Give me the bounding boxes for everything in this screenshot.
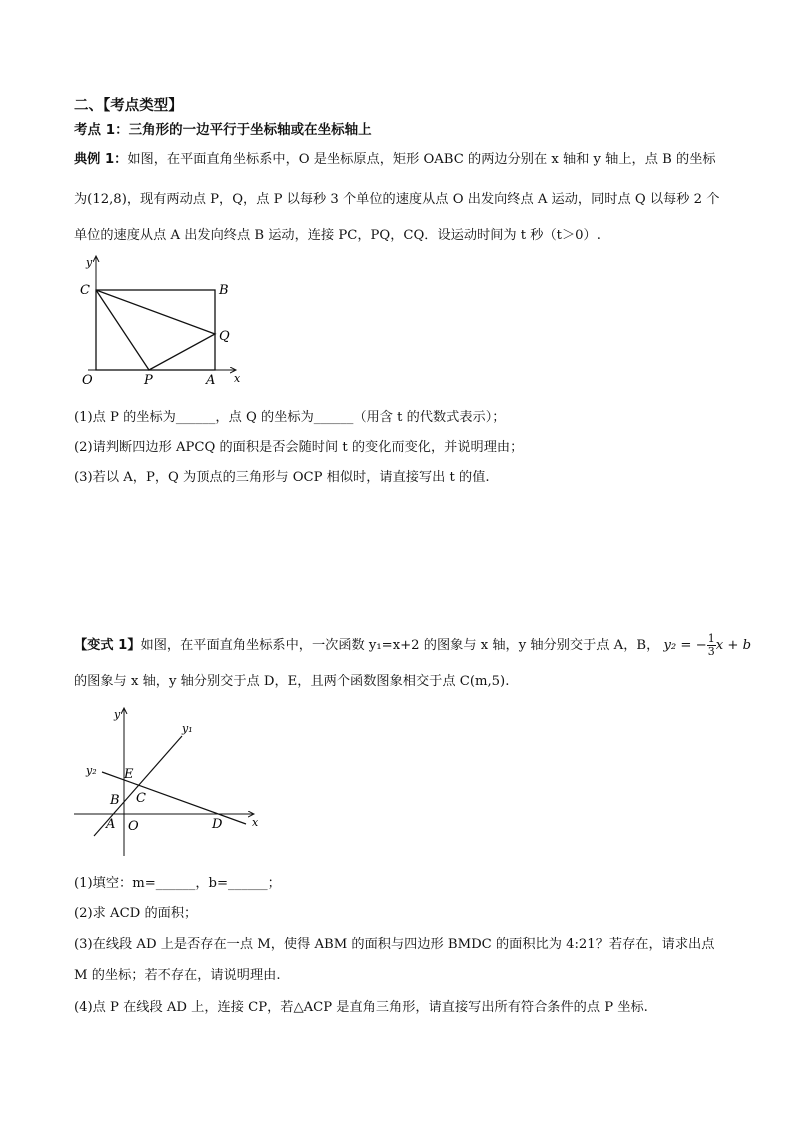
label-d: D	[212, 817, 223, 832]
variant1-q4: (4)点 P 在线段 AD 上，连接 CP，若△ACP 是直角三角形，请直接写出所有符合条件的点 P 坐标.	[74, 1000, 648, 1015]
example1-line1: 典例 1：如图，在平面直角坐标系中，O 是坐标原点，矩形 OABC 的两边分别在 x 轴和 y 轴上，点 B 的坐标	[74, 152, 716, 167]
example1-line2: 为(12,8)，现有两动点 P，Q，点 P 以每秒 3 个单位的速度从点 O 出发向终点 A 运动，同时点 Q 以每秒 2 个	[74, 192, 720, 207]
label-c: C	[136, 791, 146, 806]
label-x: x	[234, 372, 241, 385]
fraction-one-third: $\frac{1}{3}$	[707, 632, 715, 658]
variant1-q3a: (3)在线段 AD 上是否存在一点 M，使得 ABM 的面积与四边形 BMDC 的面积比为 4:21？若存在，请求出点	[74, 937, 715, 952]
label-p: P	[144, 373, 153, 388]
variant1-figure	[74, 700, 274, 860]
variant1-line1: 【变式 1】如图，在平面直角坐标系中，一次函数 y₁=x+2 的图象与 x 轴，y 轴分别交于点 A，B， y₂ = − $\frac{1}{3}$ x + b	[74, 632, 752, 658]
example1-q3: (3)若以 A，P，Q 为顶点的三角形与 OCP 相似时，请直接写出 t 的值.	[74, 470, 490, 485]
example1-figure	[74, 252, 254, 392]
variant1-label: 【变式 1】	[74, 638, 141, 653]
label-b: B	[110, 793, 120, 808]
example1-q1: (1)点 P 的坐标为______，点 Q 的坐标为______（用含 t 的代数式表示）；	[74, 410, 506, 425]
section-title: 二、【考点类型】	[74, 98, 183, 114]
example1-label: 典例 1：	[74, 152, 128, 167]
label-q: Q	[219, 329, 230, 344]
triangle-cpq	[96, 290, 215, 370]
label-a: A	[206, 373, 216, 388]
label-o: O	[128, 819, 139, 834]
label-y1: y₁	[182, 722, 193, 735]
variant1-q3b: M 的坐标；若不存在，请说明理由.	[74, 968, 281, 983]
label-c: C	[80, 283, 90, 298]
label-b: B	[219, 283, 229, 298]
example1-q2: (2)请判断四边形 APCQ 的面积是否会随时间 t 的变化而变化，并说明理由；	[74, 440, 524, 455]
variant1-q2: (2)求 ACD 的面积；	[74, 906, 198, 921]
label-a: A	[106, 817, 116, 832]
label-x: x	[252, 816, 259, 829]
label-y: y	[114, 708, 121, 721]
rectangle-oabc	[96, 290, 215, 370]
label-e: E	[124, 767, 134, 782]
label-y2: y₂	[86, 764, 97, 777]
variant1-line2: 的图象与 x 轴，y 轴分别交于点 D，E，且两个函数图象相交于点 C(m,5).	[74, 674, 510, 689]
kaodian-title: 考点 1：三角形的一边平行于坐标轴或在坐标轴上	[74, 122, 372, 138]
label-y: y	[86, 256, 93, 269]
example1-line3: 单位的速度从点 A 出发向终点 B 运动，连接 PC，PQ，CQ．设运动时间为 t 秒（t＞0）.	[74, 228, 601, 243]
label-o: O	[82, 373, 93, 388]
variant1-q1: (1)填空：m=______，b=______；	[74, 876, 281, 891]
